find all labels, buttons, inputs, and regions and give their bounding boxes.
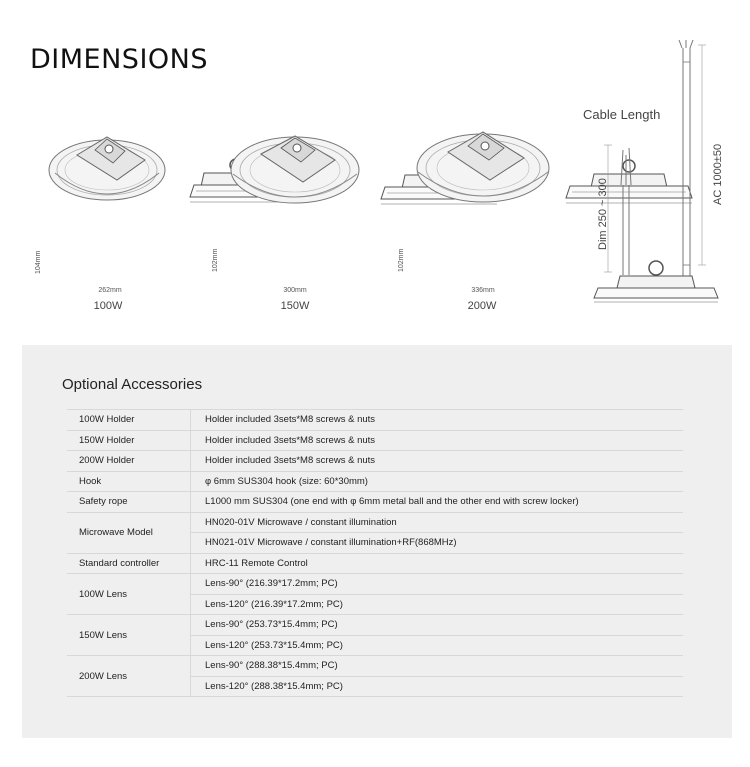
table-row — [67, 410, 683, 431]
accessory-description: HN021-01V Microwave / constant illumination+RF(868MHz) — [191, 533, 684, 554]
accessory-description: Lens-120° (216.39*17.2mm; PC) — [191, 594, 684, 615]
table-row — [67, 512, 683, 533]
product-top-view — [45, 125, 170, 205]
product-top-view — [225, 122, 365, 207]
accessory-description: Lens-120° (253.73*15.4mm; PC) — [191, 635, 684, 656]
table-row — [67, 615, 683, 636]
accessory-description: Holder included 3sets*M8 screws & nuts — [191, 430, 684, 451]
accessories-title: Optional Accessories — [62, 376, 203, 393]
table-row — [67, 656, 683, 677]
accessory-description: Lens-90° (253.73*15.4mm; PC) — [191, 615, 684, 636]
accessories-panel — [22, 345, 732, 738]
accessory-name: 200W Holder — [67, 451, 191, 472]
accessory-name: Safety rope — [67, 492, 191, 513]
product-top-view — [412, 118, 554, 206]
table-row — [67, 430, 683, 451]
table-row — [67, 451, 683, 472]
wattage-label: 100W — [93, 300, 123, 312]
cable-length-label: Cable Length — [583, 107, 661, 122]
accessory-description: Lens-120° (288.38*15.4mm; PC) — [191, 676, 684, 697]
accessory-description: L1000 mm SUS304 (one end with φ 6mm metal ball and the other end with screw locker) — [191, 492, 684, 513]
accessory-name: 150W Holder — [67, 430, 191, 451]
accessories-table — [67, 409, 683, 697]
accessory-description: HN020-01V Microwave / constant illumination — [191, 512, 684, 533]
wattage-label: 200W — [467, 300, 497, 312]
accessory-description: Lens-90° (216.39*17.2mm; PC) — [191, 574, 684, 595]
page-title: DIMENSIONS — [30, 44, 208, 75]
accessory-name: 150W Lens — [67, 615, 191, 656]
cable-length-diagram — [590, 40, 730, 310]
width-dimension: 336mm — [471, 287, 495, 294]
ac-cable-label: AC 1000±50 — [712, 143, 724, 205]
accessory-name: 200W Lens — [67, 656, 191, 697]
table-row — [67, 471, 683, 492]
accessory-name: 100W Holder — [67, 410, 191, 431]
accessory-description: Lens-90° (288.38*15.4mm; PC) — [191, 656, 684, 677]
accessory-description: HRC-11 Remote Control — [191, 553, 684, 574]
table-row — [67, 492, 683, 513]
height-dimension: 102mm — [398, 248, 405, 272]
width-dimension: 262mm — [98, 287, 122, 294]
height-dimension: 104mm — [35, 250, 42, 274]
accessory-name: 100W Lens — [67, 574, 191, 615]
accessory-name: Hook — [67, 471, 191, 492]
accessory-description: φ 6mm SUS304 hook (size: 60*30mm) — [191, 471, 684, 492]
accessory-description: Holder included 3sets*M8 screws & nuts — [191, 410, 684, 431]
table-row — [67, 553, 683, 574]
dim-cable-label: Dim 250 ~ 300 — [597, 178, 609, 250]
wattage-label: 150W — [280, 300, 310, 312]
table-row — [67, 574, 683, 595]
accessory-name: Standard controller — [67, 553, 191, 574]
accessory-description: Holder included 3sets*M8 screws & nuts — [191, 451, 684, 472]
accessory-name: Microwave Model — [67, 512, 191, 553]
height-dimension: 102mm — [212, 248, 219, 272]
width-dimension: 300mm — [283, 287, 307, 294]
